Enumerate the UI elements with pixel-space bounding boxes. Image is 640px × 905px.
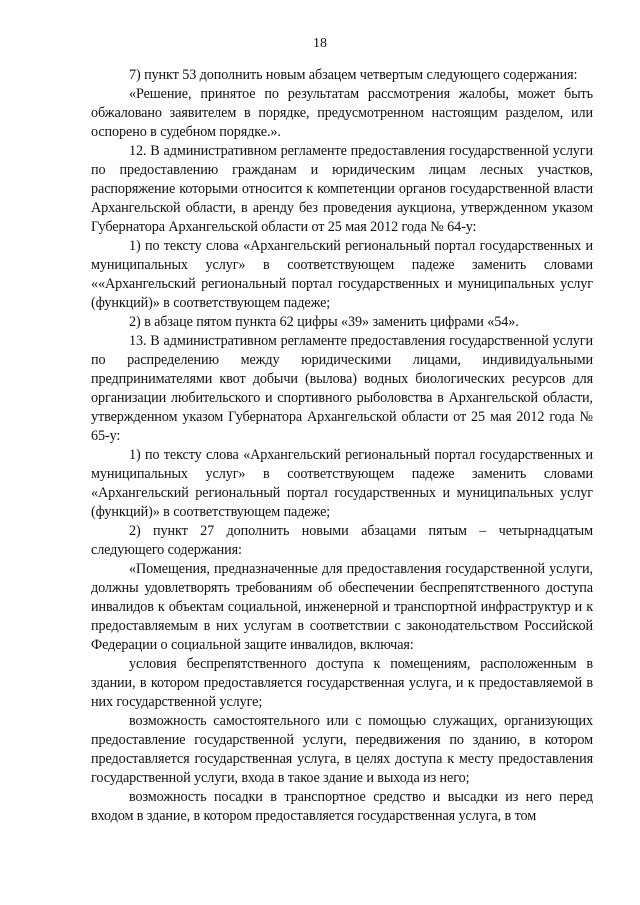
page-number: 18 — [313, 36, 327, 51]
paragraph-13-item-2: 2) пункт 27 дополнить новыми абзацами пятым – четырнадцатым следующего содержания: — [91, 523, 593, 558]
document-body — [91, 66, 593, 826]
paragraph-12-item-1: 1) по тексту слова «Архангельский региональный портал государственных и муниципальных услуг» в соответствующем падеже заменить словами ««Архангельский региональный портал государственных и муниципальных услуг (функций)» в соответствующем падеже; — [91, 238, 593, 311]
paragraph-quote-premises: «Помещения, предназначенные для предоставления государственной услуги, должны удовлетворять требованиям об обеспечении беспрепятственного доступа инвалидов к объектам социальной, инженерной и транспортной инфраструктур и к предоставляемым в них услугам в соответствии с законодательством Российской Федерации о социальной защите инвалидов, включая: — [91, 561, 593, 653]
paragraph-section-12: 12. В административном регламенте предоставления государственной услуги по предоставлению гражданам и юридическим лицам лесных участков, распоряжение которыми относится к компетенции органов государственной власти Архангельской области, в аренду без проведения аукциона, утвержденном указом Губернатора Архангельской области от 25 мая 2012 года № 64-у: — [91, 143, 593, 235]
paragraph-access-conditions: условия беспрепятственного доступа к помещениям, расположенным в здании, в котором предоставляется государственная услуга, и к предоставляемой в них государственной услуге; — [91, 656, 593, 710]
paragraph-transport-boarding: возможность посадки в транспортное средство и высадки из него перед входом в здание, в котором предоставляется государственная услуга, в том — [91, 789, 593, 824]
paragraph-movement-possibility: возможность самостоятельного или с помощью служащих, организующих предоставление государственной услуги, передвижения по зданию, в котором предоставляется государственная услуга, в целях доступа к месту предоставления государственной услуги, входа в такое здание и выхода из него; — [91, 713, 593, 786]
paragraph-quote-decision: «Решение, принятое по результатам рассмотрения жалобы, может быть обжаловано заявителем в порядке, предусмотренном настоящим разделом, или оспорено в судебном порядке.». — [91, 86, 593, 140]
paragraph-12-item-2: 2) в абзаце пятом пункта 62 цифры «39» заменить цифрами «54». — [129, 314, 519, 330]
paragraph-13-item-1: 1) по тексту слова «Архангельский региональный портал государственных и муниципальных услуг» в соответствующем падеже заменить словами «Архангельский региональный портал государственных и муниципальных услуг (функций)» в соответствующем падеже; — [91, 447, 593, 520]
paragraph-section-13: 13. В административном регламенте предоставления государственной услуги по распределению между юридическими лицами, индивидуальными предпринимателями квот добычи (вылова) водных биологических ресурсов для организации любительского и спортивного рыболовства в Архангельской области, утвержденном указом Губернатора Архангельской области от 25 мая 2012 года № 65-у: — [91, 333, 593, 444]
paragraph-item-7-pt53: 7) пункт 53 дополнить новым абзацем четвертым следующего содержания: — [129, 67, 578, 83]
